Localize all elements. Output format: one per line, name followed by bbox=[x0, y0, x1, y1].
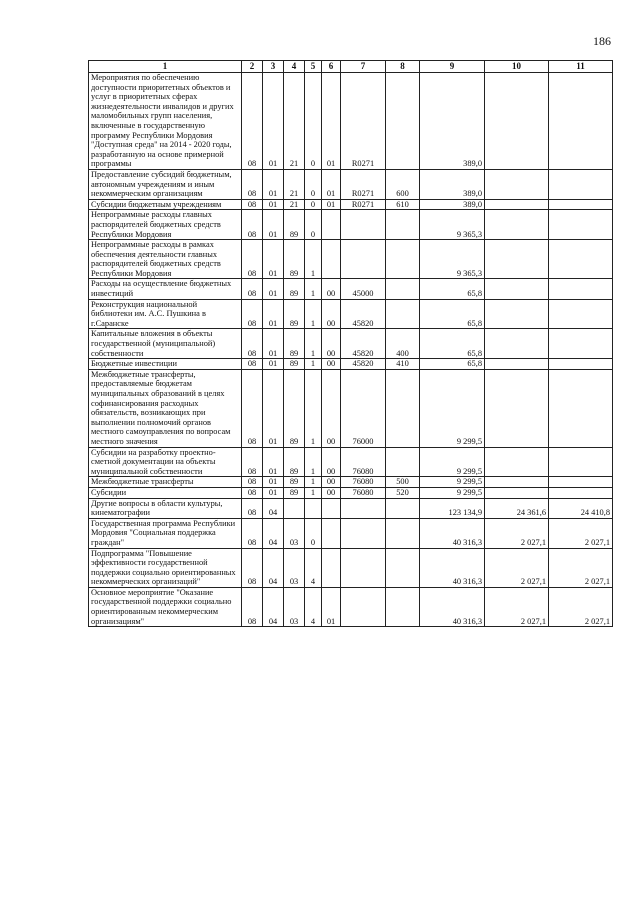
row-value-cell: 9 299,5 bbox=[420, 487, 485, 498]
column-header: 4 bbox=[284, 61, 305, 73]
row-value-cell bbox=[386, 369, 420, 447]
row-value-cell: 40 316,3 bbox=[420, 548, 485, 587]
table-row bbox=[89, 359, 613, 370]
table-row bbox=[89, 477, 613, 488]
row-value-cell bbox=[549, 447, 613, 477]
row-value-cell: 65,8 bbox=[420, 359, 485, 370]
row-value-cell: 89 bbox=[284, 369, 305, 447]
row-name-cell: Расходы на осуществление бюджетных инвестиций bbox=[89, 279, 242, 299]
column-header: 2 bbox=[242, 61, 263, 73]
row-value-cell bbox=[485, 369, 549, 447]
row-value-cell: 00 bbox=[322, 487, 341, 498]
row-name-cell: Межбюджетные трансферты, предоставляемые бюджетам муниципальных образований в целях софинансирования расходных обязательств, возникающих при выполнении полномочий органов местного самоуправления по вопросам местного значения bbox=[89, 369, 242, 447]
row-value-cell bbox=[322, 498, 341, 518]
row-value-cell: 45820 bbox=[341, 359, 386, 370]
row-value-cell: 1 bbox=[305, 240, 322, 279]
table-row bbox=[89, 369, 613, 447]
row-value-cell: 08 bbox=[242, 279, 263, 299]
row-value-cell bbox=[549, 199, 613, 210]
row-name-cell: Основное мероприятие "Оказание государственной поддержки социально ориентированным некоммерческим организациям" bbox=[89, 587, 242, 626]
row-name-cell: Подпрограмма "Повышение эффективности государственной поддержки социально ориентированных некоммерческих организаций" bbox=[89, 548, 242, 587]
table-row bbox=[89, 487, 613, 498]
row-value-cell: 500 bbox=[386, 477, 420, 488]
row-value-cell: 01 bbox=[263, 73, 284, 170]
row-value-cell: 08 bbox=[242, 299, 263, 329]
budget-table bbox=[88, 60, 613, 627]
row-value-cell: 65,8 bbox=[420, 329, 485, 359]
row-value-cell bbox=[485, 359, 549, 370]
row-value-cell: 01 bbox=[263, 447, 284, 477]
row-value-cell: 21 bbox=[284, 169, 305, 199]
row-value-cell: 01 bbox=[322, 169, 341, 199]
row-value-cell: 1 bbox=[305, 369, 322, 447]
row-value-cell bbox=[386, 73, 420, 170]
row-value-cell: 389,0 bbox=[420, 73, 485, 170]
row-value-cell: 9 365,3 bbox=[420, 210, 485, 240]
row-value-cell: 410 bbox=[386, 359, 420, 370]
row-value-cell: 01 bbox=[263, 369, 284, 447]
row-value-cell bbox=[549, 73, 613, 170]
row-value-cell bbox=[341, 240, 386, 279]
row-value-cell bbox=[341, 587, 386, 626]
row-name-cell: Межбюджетные трансферты bbox=[89, 477, 242, 488]
row-value-cell: 1 bbox=[305, 447, 322, 477]
row-value-cell: 08 bbox=[242, 329, 263, 359]
row-value-cell: 01 bbox=[263, 210, 284, 240]
row-value-cell: R0271 bbox=[341, 199, 386, 210]
row-value-cell: 08 bbox=[242, 199, 263, 210]
row-value-cell: 04 bbox=[263, 548, 284, 587]
row-value-cell: 45820 bbox=[341, 299, 386, 329]
row-name-cell: Субсидии bbox=[89, 487, 242, 498]
row-value-cell: 65,8 bbox=[420, 279, 485, 299]
table-row bbox=[89, 240, 613, 279]
row-value-cell: 00 bbox=[322, 447, 341, 477]
row-value-cell: 45000 bbox=[341, 279, 386, 299]
row-value-cell: 01 bbox=[263, 240, 284, 279]
column-header: 8 bbox=[386, 61, 420, 73]
row-value-cell: 01 bbox=[263, 169, 284, 199]
row-value-cell: 08 bbox=[242, 369, 263, 447]
row-value-cell: 2 027,1 bbox=[549, 518, 613, 548]
row-value-cell: 24 410,8 bbox=[549, 498, 613, 518]
row-value-cell: 01 bbox=[263, 359, 284, 370]
row-value-cell: 76080 bbox=[341, 447, 386, 477]
row-value-cell: 610 bbox=[386, 199, 420, 210]
row-value-cell: 01 bbox=[322, 73, 341, 170]
row-value-cell: 0 bbox=[305, 73, 322, 170]
row-value-cell bbox=[549, 477, 613, 488]
row-value-cell: 00 bbox=[322, 329, 341, 359]
row-value-cell bbox=[386, 210, 420, 240]
row-value-cell: 01 bbox=[322, 587, 341, 626]
column-header: 5 bbox=[305, 61, 322, 73]
row-value-cell: 08 bbox=[242, 169, 263, 199]
row-value-cell bbox=[549, 329, 613, 359]
row-value-cell bbox=[549, 299, 613, 329]
row-value-cell bbox=[386, 587, 420, 626]
column-header: 7 bbox=[341, 61, 386, 73]
table-header-row bbox=[89, 61, 613, 73]
row-value-cell bbox=[549, 210, 613, 240]
row-value-cell: R0271 bbox=[341, 73, 386, 170]
table-row bbox=[89, 329, 613, 359]
row-value-cell: 89 bbox=[284, 477, 305, 488]
row-value-cell: 89 bbox=[284, 279, 305, 299]
row-value-cell: 76000 bbox=[341, 369, 386, 447]
table-row bbox=[89, 498, 613, 518]
row-value-cell: 08 bbox=[242, 73, 263, 170]
column-header: 10 bbox=[485, 61, 549, 73]
row-value-cell: 1 bbox=[305, 487, 322, 498]
row-value-cell: 2 027,1 bbox=[549, 587, 613, 626]
row-value-cell: 24 361,6 bbox=[485, 498, 549, 518]
row-name-cell: Другие вопросы в области культуры, кинематографии bbox=[89, 498, 242, 518]
row-value-cell bbox=[485, 487, 549, 498]
row-value-cell: 08 bbox=[242, 210, 263, 240]
table-row bbox=[89, 447, 613, 477]
row-value-cell: 01 bbox=[263, 487, 284, 498]
row-value-cell: 00 bbox=[322, 369, 341, 447]
row-value-cell: 89 bbox=[284, 447, 305, 477]
row-value-cell: 65,8 bbox=[420, 299, 485, 329]
column-header: 3 bbox=[263, 61, 284, 73]
row-value-cell bbox=[322, 240, 341, 279]
row-value-cell bbox=[549, 240, 613, 279]
row-value-cell: 03 bbox=[284, 548, 305, 587]
row-value-cell: 00 bbox=[322, 299, 341, 329]
row-name-cell: Мероприятия по обеспечению доступности приоритетных объектов и услуг в приоритетных сферах жизнедеятельности инвалидов и других маломобильных групп населения, включенные в государственную программу Республики Мордовия "Доступная среда" на 2014 - 2020 годы, разработанную на основе примерной программы bbox=[89, 73, 242, 170]
row-value-cell bbox=[322, 518, 341, 548]
row-name-cell: Субсидии на разработку проектно-сметной документации на объекты муниципальной собственности bbox=[89, 447, 242, 477]
row-value-cell: 4 bbox=[305, 587, 322, 626]
row-value-cell: 04 bbox=[263, 587, 284, 626]
row-value-cell: 89 bbox=[284, 299, 305, 329]
row-value-cell: 00 bbox=[322, 477, 341, 488]
row-name-cell: Предоставление субсидий бюджетным, автономным учреждениям и иным некоммерческим организациям bbox=[89, 169, 242, 199]
row-value-cell: 9 299,5 bbox=[420, 447, 485, 477]
row-value-cell: 1 bbox=[305, 477, 322, 488]
row-value-cell: R0271 bbox=[341, 169, 386, 199]
row-value-cell bbox=[485, 169, 549, 199]
row-value-cell bbox=[485, 329, 549, 359]
row-value-cell bbox=[485, 477, 549, 488]
row-value-cell: 00 bbox=[322, 359, 341, 370]
table-row bbox=[89, 518, 613, 548]
row-value-cell bbox=[485, 240, 549, 279]
row-value-cell bbox=[485, 279, 549, 299]
row-value-cell: 45820 bbox=[341, 329, 386, 359]
row-value-cell: 08 bbox=[242, 548, 263, 587]
row-value-cell bbox=[485, 210, 549, 240]
row-value-cell bbox=[386, 447, 420, 477]
row-value-cell: 123 134,9 bbox=[420, 498, 485, 518]
row-value-cell bbox=[485, 447, 549, 477]
row-value-cell: 2 027,1 bbox=[485, 548, 549, 587]
row-value-cell: 04 bbox=[263, 498, 284, 518]
row-value-cell: 40 316,3 bbox=[420, 587, 485, 626]
row-value-cell bbox=[322, 210, 341, 240]
row-value-cell: 9 299,5 bbox=[420, 369, 485, 447]
column-header: 6 bbox=[322, 61, 341, 73]
row-name-cell: Реконструкция национальной библиотеки им. А.С. Пушкина в г.Саранске bbox=[89, 299, 242, 329]
row-value-cell: 21 bbox=[284, 73, 305, 170]
table-row bbox=[89, 169, 613, 199]
row-value-cell: 01 bbox=[263, 477, 284, 488]
row-value-cell: 08 bbox=[242, 487, 263, 498]
table-row bbox=[89, 548, 613, 587]
row-value-cell: 89 bbox=[284, 487, 305, 498]
column-header: 11 bbox=[549, 61, 613, 73]
row-value-cell: 1 bbox=[305, 329, 322, 359]
row-value-cell: 0 bbox=[305, 169, 322, 199]
row-value-cell: 9 299,5 bbox=[420, 477, 485, 488]
row-value-cell: 89 bbox=[284, 210, 305, 240]
row-value-cell bbox=[386, 518, 420, 548]
row-value-cell bbox=[549, 369, 613, 447]
row-value-cell: 400 bbox=[386, 329, 420, 359]
row-value-cell: 40 316,3 bbox=[420, 518, 485, 548]
row-value-cell bbox=[341, 518, 386, 548]
row-value-cell: 520 bbox=[386, 487, 420, 498]
column-header: 1 bbox=[89, 61, 242, 73]
row-value-cell: 389,0 bbox=[420, 169, 485, 199]
row-value-cell bbox=[284, 498, 305, 518]
row-value-cell: 08 bbox=[242, 359, 263, 370]
row-value-cell bbox=[549, 359, 613, 370]
row-value-cell bbox=[341, 548, 386, 587]
row-value-cell: 01 bbox=[263, 299, 284, 329]
row-value-cell bbox=[386, 548, 420, 587]
row-name-cell: Непрограммные расходы главных распорядителей бюджетных средств Республики Мордовия bbox=[89, 210, 242, 240]
row-value-cell: 08 bbox=[242, 447, 263, 477]
row-value-cell: 1 bbox=[305, 279, 322, 299]
row-value-cell bbox=[322, 548, 341, 587]
row-name-cell: Непрограммные расходы в рамках обеспечения деятельности главных распорядителей бюджетных средств Республики Мордовия bbox=[89, 240, 242, 279]
row-value-cell: 08 bbox=[242, 587, 263, 626]
column-header: 9 bbox=[420, 61, 485, 73]
row-value-cell: 01 bbox=[263, 329, 284, 359]
table-row bbox=[89, 587, 613, 626]
row-value-cell: 389,0 bbox=[420, 199, 485, 210]
table-row bbox=[89, 210, 613, 240]
row-value-cell: 89 bbox=[284, 240, 305, 279]
row-value-cell: 4 bbox=[305, 548, 322, 587]
row-value-cell bbox=[386, 240, 420, 279]
row-name-cell: Капитальные вложения в объекты государственной (муниципальной) собственности bbox=[89, 329, 242, 359]
row-value-cell: 76080 bbox=[341, 477, 386, 488]
row-value-cell bbox=[549, 487, 613, 498]
row-value-cell: 21 bbox=[284, 199, 305, 210]
page-number: 186 bbox=[593, 34, 611, 48]
row-value-cell bbox=[485, 199, 549, 210]
row-value-cell: 00 bbox=[322, 279, 341, 299]
table-row bbox=[89, 299, 613, 329]
table-row bbox=[89, 279, 613, 299]
row-value-cell: 0 bbox=[305, 210, 322, 240]
row-value-cell: 2 027,1 bbox=[485, 518, 549, 548]
row-value-cell: 08 bbox=[242, 477, 263, 488]
row-value-cell: 1 bbox=[305, 299, 322, 329]
row-name-cell: Субсидии бюджетным учреждениям bbox=[89, 199, 242, 210]
row-value-cell: 01 bbox=[322, 199, 341, 210]
row-value-cell bbox=[485, 299, 549, 329]
row-value-cell bbox=[549, 279, 613, 299]
row-name-cell: Бюджетные инвестиции bbox=[89, 359, 242, 370]
row-value-cell bbox=[341, 498, 386, 518]
row-value-cell bbox=[386, 279, 420, 299]
row-value-cell: 9 365,3 bbox=[420, 240, 485, 279]
row-value-cell bbox=[549, 169, 613, 199]
row-value-cell: 03 bbox=[284, 587, 305, 626]
row-value-cell: 04 bbox=[263, 518, 284, 548]
table-row bbox=[89, 73, 613, 170]
row-value-cell: 08 bbox=[242, 240, 263, 279]
row-value-cell: 0 bbox=[305, 518, 322, 548]
row-value-cell: 08 bbox=[242, 498, 263, 518]
row-value-cell: 89 bbox=[284, 329, 305, 359]
row-value-cell: 01 bbox=[263, 199, 284, 210]
row-value-cell: 01 bbox=[263, 279, 284, 299]
table-row bbox=[89, 199, 613, 210]
row-value-cell: 76080 bbox=[341, 487, 386, 498]
row-value-cell: 2 027,1 bbox=[549, 548, 613, 587]
row-value-cell: 2 027,1 bbox=[485, 587, 549, 626]
row-name-cell: Государственная программа Республики Мордовия "Социальная поддержка граждан" bbox=[89, 518, 242, 548]
row-value-cell bbox=[485, 73, 549, 170]
row-value-cell: 03 bbox=[284, 518, 305, 548]
table-body bbox=[89, 73, 613, 627]
row-value-cell: 89 bbox=[284, 359, 305, 370]
row-value-cell bbox=[386, 299, 420, 329]
row-value-cell: 1 bbox=[305, 359, 322, 370]
row-value-cell bbox=[341, 210, 386, 240]
row-value-cell bbox=[305, 498, 322, 518]
row-value-cell: 0 bbox=[305, 199, 322, 210]
row-value-cell: 08 bbox=[242, 518, 263, 548]
row-value-cell bbox=[386, 498, 420, 518]
row-value-cell: 600 bbox=[386, 169, 420, 199]
